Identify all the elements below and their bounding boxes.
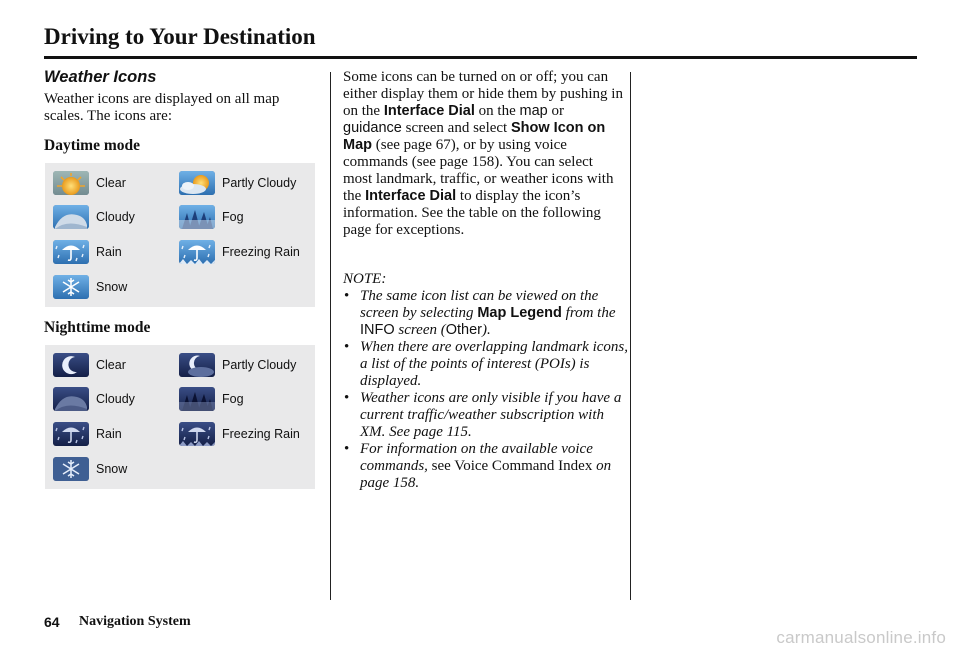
ui-term-interface-dial: Interface Dial bbox=[383, 103, 475, 119]
icon-label: Snow bbox=[96, 280, 128, 294]
icon-label: Clear bbox=[96, 176, 126, 190]
icon-entry bbox=[179, 421, 300, 447]
text-run: from the bbox=[561, 305, 616, 321]
list-item bbox=[343, 441, 633, 492]
icon-entry bbox=[53, 421, 122, 447]
ui-term-other: Other bbox=[445, 322, 482, 338]
text-run: Weather icons are only visible if you have a current traffic/weather subscription with XM. See page 115. bbox=[360, 390, 622, 440]
list-item bbox=[343, 288, 633, 339]
icon-label: Fog bbox=[222, 392, 244, 406]
icon-label: Freezing Rain bbox=[222, 427, 300, 441]
daytime-icon-panel bbox=[45, 163, 315, 307]
ui-term-info: INFO bbox=[360, 322, 395, 338]
icon-label: Fog bbox=[222, 210, 244, 224]
icon-entry bbox=[179, 352, 296, 378]
night-snow-icon bbox=[53, 457, 89, 481]
icon-entry bbox=[53, 274, 127, 300]
day-rain-icon bbox=[53, 240, 89, 264]
icon-label: Rain bbox=[96, 427, 122, 441]
moon-partly-cloudy-icon bbox=[179, 353, 215, 377]
list-item bbox=[343, 390, 633, 441]
ui-term-show-icon-on-map: Show Icon on Map bbox=[343, 120, 606, 153]
text-run: on the bbox=[474, 103, 520, 119]
icon-entry bbox=[53, 386, 135, 412]
text-run: (see page 67), or by using voice commands (see page 158). You can select most landmark, traffic, or weather icons with the bbox=[343, 137, 614, 204]
bullet: • bbox=[344, 288, 350, 304]
icon-label: Cloudy bbox=[96, 210, 135, 224]
text-run: on page 158. bbox=[360, 458, 612, 491]
ui-term-map: map bbox=[519, 103, 548, 119]
intro-text: Weather icons are displayed on all map scales. The icons are: bbox=[44, 91, 280, 124]
day-freezing-rain-icon bbox=[179, 240, 215, 264]
text-run: or bbox=[547, 103, 564, 119]
night-cloudy-icon bbox=[53, 387, 89, 411]
nighttime-mode-heading: Nighttime mode bbox=[44, 319, 151, 336]
notes-list bbox=[343, 288, 633, 492]
night-fog-icon bbox=[179, 387, 215, 411]
sun-partly-cloudy-icon bbox=[179, 171, 215, 195]
icon-entry bbox=[53, 170, 126, 196]
day-fog-icon bbox=[179, 205, 215, 229]
text-run: When there are overlapping landmark icons, a list of the points of interest (POIs) is displayed. bbox=[360, 339, 629, 389]
icon-label: Freezing Rain bbox=[222, 245, 300, 259]
note-label: NOTE: bbox=[343, 271, 387, 287]
text-run: to display the icon’s information. See the table on the following page for exceptions. bbox=[343, 188, 601, 238]
page-number: 64 bbox=[44, 614, 60, 630]
moon-clear-icon bbox=[53, 353, 89, 377]
icon-entry bbox=[179, 239, 300, 265]
icon-label: Clear bbox=[96, 358, 126, 372]
text-run: The same icon list can be viewed on the screen by selecting bbox=[360, 288, 599, 321]
list-item bbox=[343, 339, 633, 390]
body-paragraph bbox=[343, 69, 623, 239]
icon-label: Rain bbox=[96, 245, 122, 259]
icon-entry bbox=[53, 239, 122, 265]
text-run: ). bbox=[482, 322, 491, 338]
bullet: • bbox=[344, 441, 350, 457]
bullet: • bbox=[344, 339, 350, 355]
text-run: screen ( bbox=[394, 322, 446, 338]
icon-entry bbox=[179, 170, 296, 196]
day-cloudy-icon bbox=[53, 205, 89, 229]
icon-entry bbox=[53, 456, 127, 482]
page-title: Driving to Your Destination bbox=[44, 24, 316, 49]
icon-label: Partly Cloudy bbox=[222, 358, 297, 372]
watermark: carmanualsonline.info bbox=[776, 628, 946, 647]
icon-entry bbox=[53, 204, 135, 230]
ui-term-map-legend: Map Legend bbox=[477, 305, 562, 321]
icon-entry bbox=[179, 204, 244, 230]
column-divider-left bbox=[330, 72, 331, 600]
day-snow-icon bbox=[53, 275, 89, 299]
nighttime-icon-panel bbox=[45, 345, 315, 489]
title-rule bbox=[44, 56, 917, 59]
cross-reference: see Voice Command Index bbox=[431, 458, 593, 474]
night-freezing-rain-icon bbox=[179, 422, 215, 446]
footer-label: Navigation System bbox=[79, 614, 191, 629]
icon-label: Snow bbox=[96, 462, 128, 476]
icon-label: Cloudy bbox=[96, 392, 135, 406]
section-heading: Weather Icons bbox=[44, 68, 157, 86]
icon-label: Partly Cloudy bbox=[222, 176, 297, 190]
text-run: Some icons can be turned on or off; you can either display them or hide them by pushing in on the bbox=[343, 69, 623, 119]
text-run: screen and select bbox=[401, 120, 511, 136]
night-rain-icon bbox=[53, 422, 89, 446]
icon-entry bbox=[179, 386, 244, 412]
text-run: For information on the available voice commands, bbox=[360, 441, 593, 474]
ui-term-interface-dial: Interface Dial bbox=[365, 188, 457, 204]
bullet: • bbox=[344, 390, 350, 406]
ui-term-guidance: guidance bbox=[343, 120, 402, 136]
sun-clear-icon bbox=[53, 171, 89, 195]
daytime-mode-heading: Daytime mode bbox=[44, 137, 140, 154]
icon-entry bbox=[53, 352, 126, 378]
